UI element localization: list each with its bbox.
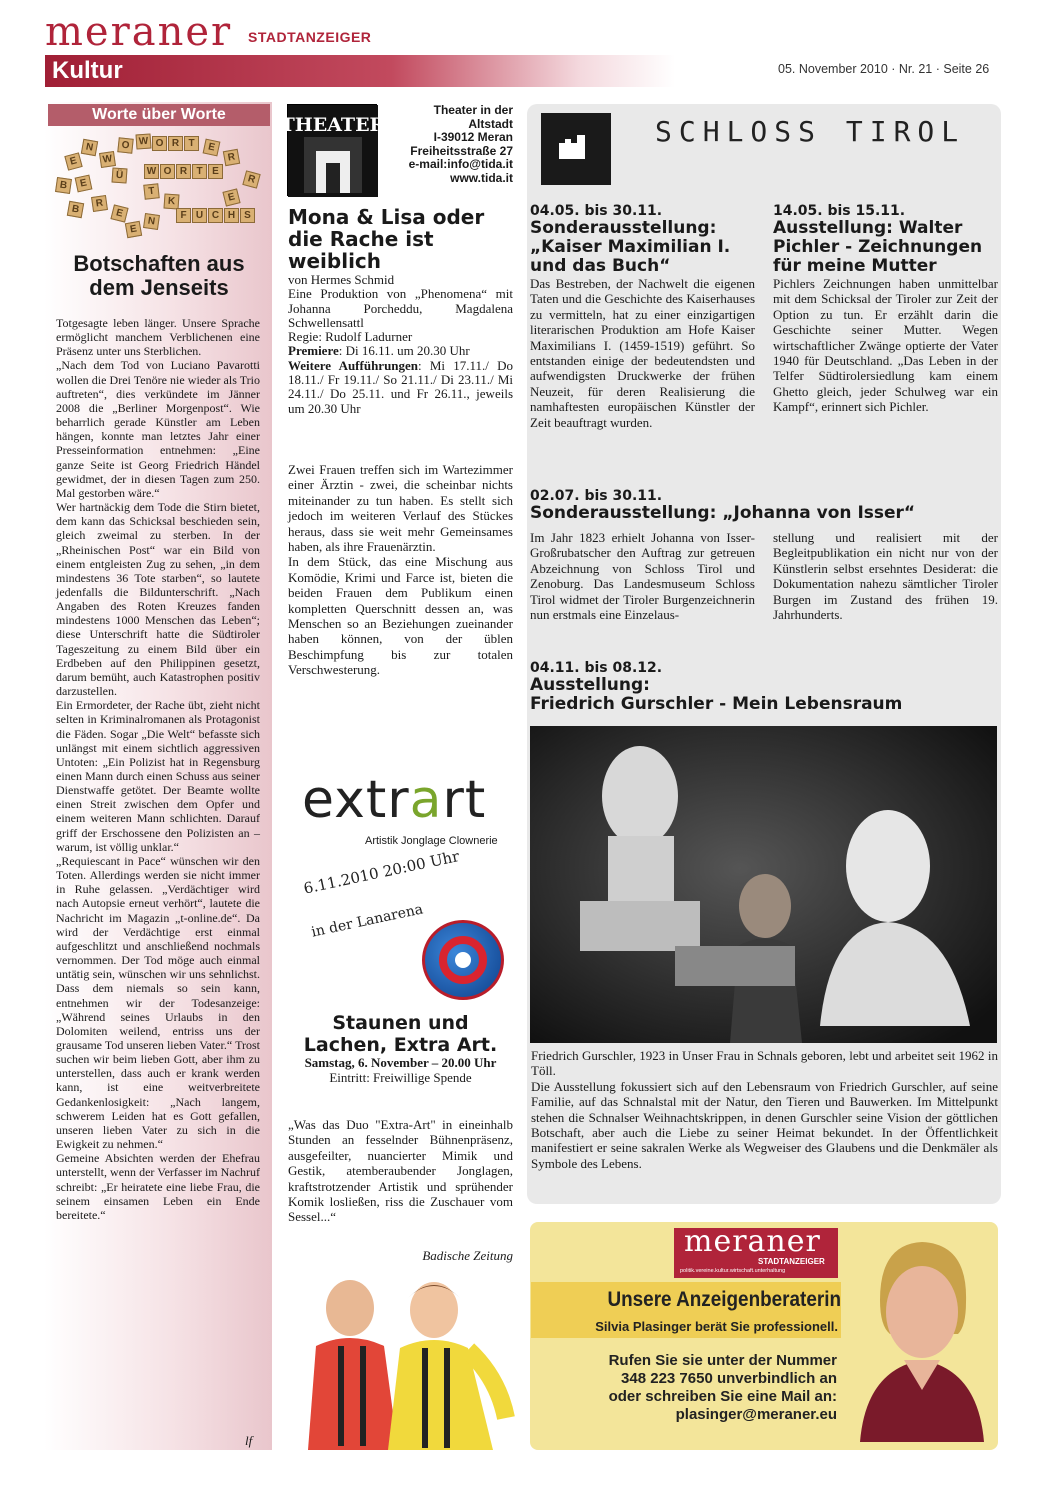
tile: F [176, 208, 191, 223]
ad-logo-subtitle: STADTANZEIGER [758, 1257, 825, 1266]
play-title: Mona & Lisa oder die Rache ist weiblich [288, 205, 485, 273]
handwritten-date: 6.11.2010 20:00 Uhr [302, 847, 461, 898]
section-bar [45, 55, 675, 87]
paragraph: „Nach dem Tod von Luciano Pavarotti wollen die Drei Tenöre nie wieder als Trio auftreten“, dies verkündete im Jänner 2008 die „Berliner Morgenpost“. Wie beharrlich gerade Künstler am Leben hängen, konnte man letztes Jahr einer Presseinformation entnehmen: „Eine ganze Seite ist Georg Friedrich Händel gewidmet, der in diesen Tagen zum 250. Mal gestorben wäre.“ [56, 358, 260, 500]
tile: S [240, 208, 255, 223]
theater-logo-text: THEATER [280, 114, 386, 136]
tile: W [144, 164, 159, 179]
paragraph: Wer hartnäckig dem Tode die Stirn bietet, dem kann das Schicksal beschieden sein, gleich zweimal zu sterben. In der „Rheinischen Post“ war ein Bild von einem entgleisten Zug zu sehen, „in dem mindestens 36 Tote starben“, so lautete jedenfalls die Bildunterschrift. „Nach Angaben des Roten Kreuzes fanden mindestens 1000 Menschen das Leben“; diese Unterschrift hatte die Südtiroler Tageszeitung zu einem Bild über ein Erdbeben auf den Philippinen gesetzt, darum bemüht, auch Katastrophen positiv darzustellen. [56, 500, 260, 699]
tile: T [192, 164, 207, 179]
tile: Ü [111, 167, 127, 183]
tile: E [203, 139, 221, 157]
tile: R [91, 195, 108, 212]
ad-subline: Silvia Plasinger berät Sie professionell. [595, 1319, 838, 1334]
ad-email-link[interactable]: plasinger@meraner.eu [675, 1406, 837, 1423]
ad-line: Rufen Sie sie unter der Nummer [608, 1352, 837, 1369]
tile: C [208, 208, 223, 223]
author-signature: lf [245, 1433, 253, 1448]
email-link[interactable]: e-mail:info@tida.it [408, 157, 513, 171]
paragraph: Die Ausstellung fokussiert sich auf den Lebensraum von Friedrich Gurschler, auf seine Familie, auf das Schnalstal mit der Natur, den Tieren und Bauwerken. Im Mittelpunkt stehen die Schnalser Weihnachtskrippen, in denen Gurschler seine Vision der göttlichen Botschaft, aber auch die Liebe zu seiner Heimat bekundet. In der Öffentlichkeit manifestiert er seine sakralen Werke als Wegweiser des Glaubens und die Denkmäler als Symbole des Lebens. [531, 1078, 998, 1171]
article-body [56, 316, 260, 1222]
ad-logo-tagline: politik.vereine.kultur.wirtschaft.unterhaltung [680, 1268, 786, 1274]
play-production: Eine Produktion von „Phenomena“ mit Johanna Porcheddu, Magdalena Schwellensattl [288, 286, 513, 330]
word-tiles-image [48, 130, 270, 240]
tile: N [81, 139, 98, 156]
more-dates-label: Weitere Aufführungen [288, 357, 419, 373]
tile: N [143, 213, 160, 230]
paragraph: „Requiescant in Pace“ wünschen wir den Toten. Allerdings werden sie nicht immer in Ruhe gelassen. „Verdächtiger wird nach Autopsie erneut verhört“, lautete die Nachricht im Magazin „t-online.de“. Da wird der Verdächtige erst einmal aufgeschlitzt und anschließend nochmals vernommen. Der Tod möge auch einmal untätig sein, wünschen wir uns sehnlichst. Dass dem niemals so sein kann, entnehmen wir der Todesanzeige: „Während seines Urlaubs in den Dolomiten weilend, entriss uns der grausame Tod unseren lieben Vater.“ Trost suchen wir beim lieben Gott, aber ihm zu unterstellen, dass auch er krank werden kann, ist eine weitverbreitete Gedankenlosigkeit: „Nach langem, schwerem Leiden hat es Gott gefallen, unseren lieben Vater zu sich in die Ewigkeit zu nehmen.“ [56, 853, 260, 1152]
theater-logo [280, 104, 386, 196]
event-date: Samstag, 6. November – 20.00 Uhr [304, 1055, 497, 1070]
exhibition-text: Im Jahr 1823 erhielt Johanna von Isser-Großrubatscher den Auftrag zur getreuen Abzeichnung von Schloss Tirol und Zenoburg. Das Landesmuseum Schloss Tirol widmet der Tiroler Burgenzeichnerin nun erstmals eine Einzelaus- [530, 530, 755, 623]
address-line: Freiheitsstraße 27 [410, 143, 513, 158]
issue-line: 05. November 2010 · Nr. 21 · Seite 26 [778, 62, 990, 76]
tile: R [176, 164, 191, 179]
premiere-value: : Di 16.11. um 20.30 Uhr [338, 343, 470, 359]
play-director: Regie: Rudolf Ladurner [288, 329, 413, 345]
exhibition-3 [530, 488, 1000, 523]
tile: E [125, 221, 142, 238]
ad-logo-text: meraner [684, 1224, 821, 1259]
tile: H [224, 208, 239, 223]
extraart-logo: extrart [302, 770, 487, 830]
paragraph: Zwei Frauen treffen sich im Wartezimmer einer Ärztin - zwei, die scheinbar nichts miteinander zu tun haben. Es stellt sich jedoch im weiteren Verlauf des Stückes heraus, dass sie weit mehr Gemeinsames haben, als ihre Frauenärztin. [288, 462, 513, 555]
tile: E [75, 175, 93, 193]
tile: T [143, 183, 159, 199]
exhibition-date: 02.07. bis 30.11. [530, 488, 663, 504]
play-info [288, 273, 513, 416]
address-line: I-39012 Meran [433, 130, 513, 144]
theater-address [395, 104, 513, 185]
tile: R [242, 170, 260, 188]
exhibition-title: Ausstellung: [530, 675, 650, 695]
ad-contact [580, 1352, 837, 1424]
ad-phone: 348 223 7650 unverbindlich an [621, 1370, 837, 1387]
quote-source: Badische Zeitung [422, 1248, 513, 1263]
ad-line: oder schreiben Sie eine Mail an: [608, 1388, 837, 1405]
exhibition-text: Das Bestreben, der Nachwelt die eigenen Taten und die Geschichte des Kaiserhauses zu vermitteln, hat zu einer einzigartigen literarischen Produktion am Hofe Kaiser Maximilians I. (1459-1519) geführt. So entstanden einige der bedeutendsten und aufwendigsten Druckwerke der frühen Neuzeit, für deren Realisierung die namhaftesten europäischen Künstler der Zeit beauftragt wurden. [530, 276, 755, 430]
exhibition-2 [773, 203, 998, 415]
paragraph: In dem Stück, das eine Mischung aus Komödie, Krimi und Farce ist, bieten die beiden Frauen dem Publikum einen kompletten Querschnitt dessen an, was Menschen so an Beziehungen zueinander haben können, von der üblen Beschimpfung bis zur totalen Verschwesterung. [288, 554, 513, 678]
tile: W [135, 133, 151, 149]
tile: E [222, 188, 240, 206]
premiere-label: Premiere [288, 343, 339, 359]
masthead-logo: meraner [45, 9, 233, 55]
tile: B [55, 177, 72, 194]
play-author: von Hermes Schmid [288, 272, 395, 287]
tile: W [99, 151, 116, 168]
event-entry: Eintritt: Freiwillige Spende [329, 1070, 472, 1085]
play-description [288, 462, 513, 678]
exhibition-title: Ausstellung: Walter Pichler - Zeichnungen für meine Mutter [773, 218, 983, 276]
exhibition-text: Pichlers Zeichnungen haben unmittelbar mit dem Schicksal der Tiroler zur Zeit der Option zu tun. Er erzählt darin die Geschichte seiner Mutter. Wegen wirtschaftlicher Zwänge optierte der Vater 1940 für Deutschland. „Das Leben in der Telfer Südtirolersiedlung kam einem Ghetto gleich, jeder Schulweg war ein Kampf“, erinnert sich Pichler. [773, 276, 998, 415]
gurschler-photo [530, 726, 997, 1043]
event-quote: „Was das Duo "Extra-Art" in eineinhalb Stunden an fesselnder Bühnenpräsenz, ausgefeilter, nuancierter Mimik und Gestik, atemberaubender Jonglagen, kraftstrotzender Artistik und sprühender Komik losließen, riss die Zuschauer vom Sessel...“ [288, 1117, 513, 1225]
exhibition-text: stellung und realisiert mit der Begleitpublikation ein nicht nur von der Künstlerin selbst ersehntes Desiderat: die Dokumentation nahezu sämtlicher Tiroler Burgen im Zustand des frühen 19. Jahrhunderts. [773, 530, 998, 623]
tile: O [152, 136, 167, 151]
exhibition-1 [530, 203, 755, 430]
more-dates-value: : Mi 17.11./ Do 18.11./ Fr 19.11./ So 21.11./ Di 23.11./ Mi 24.11./ Do 25.11. und Fr 26.11., jeweils um 20.30 Uhr [288, 357, 513, 416]
tile: O [117, 137, 133, 153]
paragraph: Ein Ermordeter, der Rache übt, zieht nicht selten in Kriminalromanen als Protagonist die Fäden. Sogar „Die Welt“ befasste sich unlängst mit einem sichtlich aggressiven Untoten: „Ein Polizist hat in Regensburg einen Mann durch einen Schuss aus seiner Dienstwaffe getötet. Der Beamte wollte einen Streit zwischen dem Opfer und einem weiteren Mann schlichten. Darauf griff der Erschossene den Polizisten an – warum, ist völlig unklar.“ [56, 698, 260, 854]
exhibition-subtitle: Friedrich Gurschler - Mein Lebensraum [530, 694, 903, 714]
handwritten-place: in der Lanarena [310, 901, 425, 941]
circus-badge-image [422, 920, 504, 1000]
exhibition-date: 04.05. bis 30.11. [530, 203, 663, 219]
tile: O [160, 164, 175, 179]
tile: R [223, 149, 240, 166]
masthead-subtitle: STADTANZEIGER [248, 29, 372, 45]
website-link[interactable]: www.tida.it [450, 170, 513, 185]
event-info [288, 1055, 513, 1085]
address-line: Theater in der Altstadt [433, 103, 513, 131]
exhibition-date: 04.11. bis 08.12. [530, 660, 663, 676]
paragraph: Gemeine Absichten werden der Ehefrau unterstellt, wenn der Verfasser im Nachruf schreibt: „Er heiratete eine liebe Frau, die seinem einsamen Leben ein Ende bereitete.“ [56, 1151, 260, 1222]
exhibition-title: Sonderausstellung: „Johanna von Isser“ [530, 503, 916, 523]
tile: T [184, 136, 199, 151]
ad-headline: Unsere Anzeigenberaterin [607, 1288, 841, 1311]
tile: R [168, 136, 183, 151]
paragraph: Friedrich Gurschler, 1923 in Unser Frau in Schnals geboren, lebt und arbeitet seit 1962 in Töll. [531, 1048, 998, 1079]
exhibition-title: Sonderausstellung: „Kaiser Maximilian I. und das Buch“ [530, 218, 731, 276]
advisor-photo [850, 1230, 990, 1442]
exhibition-4 [530, 660, 1000, 714]
article-title: Botschaften aus dem Jenseits [73, 251, 245, 300]
event-title: Staunen und Lachen, Extra Art. [303, 1012, 498, 1056]
tile: K [163, 193, 179, 209]
exhibition-date: 14.05. bis 15.11. [773, 203, 906, 219]
paragraph: Totgesagte leben länger. Unsere Sprache ermöglicht manchem Verblichenen eine Präsenz unter uns Sterblichen. [56, 316, 260, 359]
schloss-title: SCHLOSS TIROL [655, 115, 966, 148]
tile: E [208, 164, 223, 179]
castle-icon [541, 113, 611, 185]
gurschler-text [531, 1048, 998, 1171]
section-title: Kultur [52, 57, 123, 84]
tile: U [192, 208, 207, 223]
column-header: Worte über Worte [48, 104, 270, 126]
tile: E [110, 204, 128, 222]
extraart-tagline: Artistik Jonglage Clownerie [365, 835, 498, 847]
tile: E [64, 152, 82, 170]
tile: B [67, 201, 84, 218]
duo-photo [288, 1268, 513, 1450]
